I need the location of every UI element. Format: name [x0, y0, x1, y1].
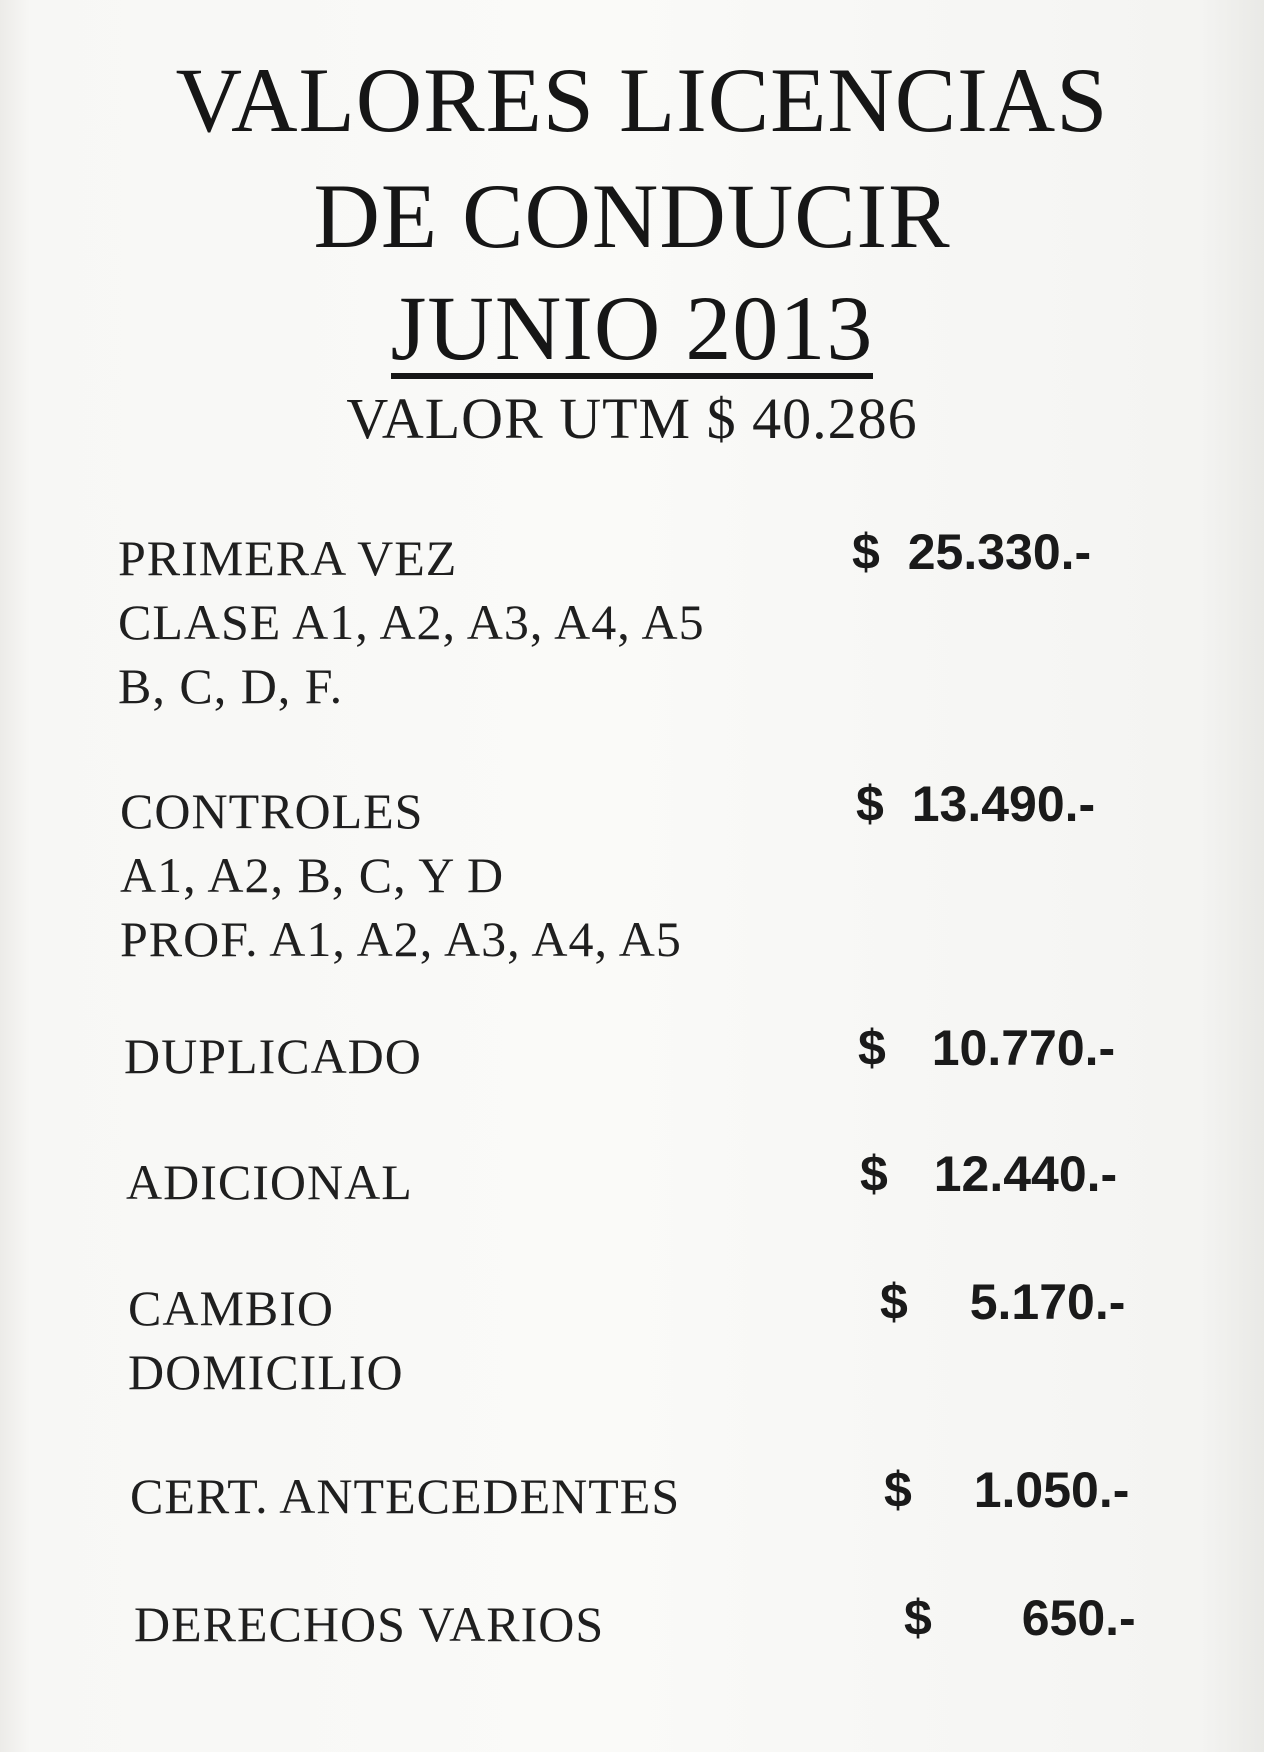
- fee-amount: 650.-: [1021, 1590, 1136, 1646]
- fee-price-duplicado: [858, 1016, 1115, 1080]
- fee-price-adicional: [860, 1142, 1117, 1206]
- title-line-3: [0, 277, 1264, 379]
- fee-label-line: PROF. A1, A2, A3, A4, A5: [120, 911, 682, 967]
- fee-price-primera-vez: [852, 520, 1091, 584]
- fee-label-line: ADICIONAL: [126, 1154, 413, 1210]
- fee-label-line: DUPLICADO: [124, 1028, 422, 1084]
- fee-label-derechos-varios: [134, 1592, 604, 1656]
- fee-amount: 10.770.-: [931, 1020, 1116, 1076]
- fee-label-adicional: [126, 1150, 413, 1214]
- fee-price-cambio-domicilio: [880, 1270, 1125, 1334]
- fee-amount: 13.490.-: [911, 776, 1096, 832]
- currency-symbol: $: [852, 524, 880, 580]
- fee-price-cert-antecedentes: [884, 1458, 1129, 1522]
- currency-symbol: $: [858, 1020, 886, 1076]
- fee-label-line: CLASE A1, A2, A3, A4, A5: [118, 594, 705, 650]
- fee-label-line: B, C, D, F.: [118, 658, 344, 714]
- fee-label-line: CERT. ANTECEDENTES: [130, 1468, 681, 1524]
- fee-price-controles: [856, 772, 1095, 836]
- fee-amount: 1.050.-: [973, 1462, 1130, 1518]
- fee-label-cert-antecedentes: [130, 1464, 680, 1528]
- title-date-underlined: JUNIO 2013: [390, 277, 874, 379]
- fee-label-duplicado: [124, 1024, 422, 1088]
- fee-label-primera-vez: [118, 526, 705, 718]
- currency-symbol: $: [884, 1462, 912, 1518]
- fee-label-line: DERECHOS VARIOS: [134, 1596, 605, 1652]
- fee-amount: 5.170.-: [969, 1274, 1126, 1330]
- fee-label-line: CAMBIO: [128, 1280, 335, 1336]
- currency-symbol: $: [904, 1590, 932, 1646]
- fee-amount: 12.440.-: [933, 1146, 1118, 1202]
- title-line-1: VALORES LICENCIAS: [175, 49, 1109, 151]
- utm-value: VALOR UTM $ 40.286: [346, 386, 918, 451]
- fee-label-line: DOMICILIO: [128, 1344, 404, 1400]
- title-line-2: DE CONDUCIR: [313, 165, 951, 267]
- currency-symbol: $: [880, 1274, 908, 1330]
- fee-label-controles: [120, 779, 682, 971]
- currency-symbol: $: [860, 1146, 888, 1202]
- fee-label-line: A1, A2, B, C, Y D: [120, 847, 505, 903]
- fee-label-cambio-domicilio: [128, 1276, 404, 1404]
- fee-amount: 25.330.-: [907, 524, 1092, 580]
- fee-label-line: PRIMERA VEZ: [118, 530, 458, 586]
- fee-price-derechos-varios: [904, 1586, 1136, 1650]
- fee-label-line: CONTROLES: [120, 783, 424, 839]
- currency-symbol: $: [856, 776, 884, 832]
